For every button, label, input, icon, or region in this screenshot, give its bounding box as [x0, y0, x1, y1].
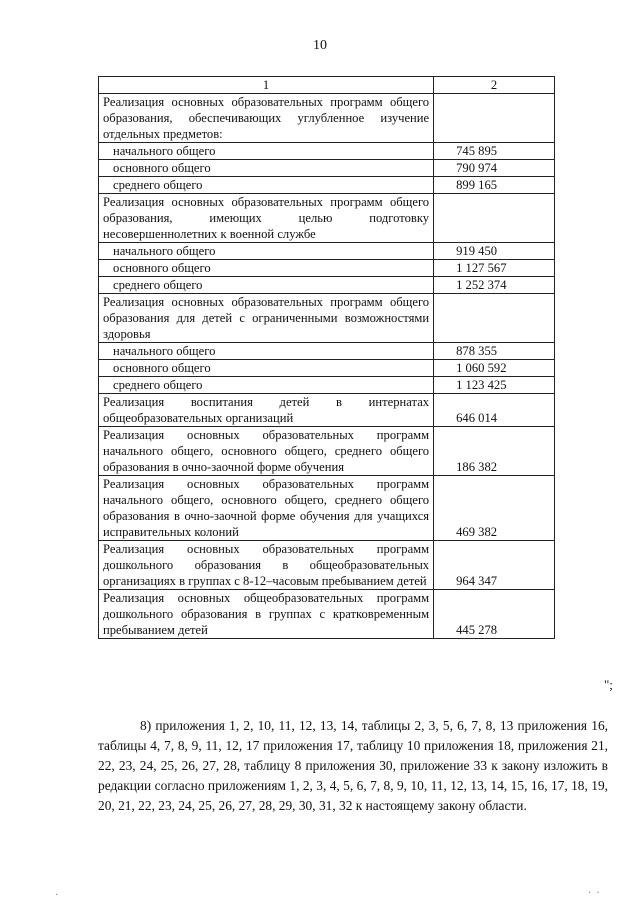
table-row	[99, 160, 555, 177]
row-value: 919 450	[434, 243, 555, 260]
row-value: 1 252 374	[434, 277, 555, 294]
table-row	[99, 541, 555, 590]
table-header-row	[99, 77, 555, 94]
row-value: 445 278	[434, 590, 555, 639]
table-row	[99, 427, 555, 476]
row-value	[434, 294, 555, 343]
table-row	[99, 476, 555, 541]
row-value: 469 382	[434, 476, 555, 541]
row-value: 1 123 425	[434, 377, 555, 394]
table-row	[99, 360, 555, 377]
table-row	[99, 194, 555, 243]
table-row	[99, 177, 555, 194]
row-sublabel: основного общего	[99, 260, 434, 277]
table-row	[99, 377, 555, 394]
row-label: Реализация основных образовательных программ начального общего, основного общего, среднего общего образования в очно-заочной форме обучения для учащихся исправительных колоний	[99, 476, 434, 541]
column-header-1: 1	[99, 77, 434, 94]
closing-quote: ";	[604, 677, 613, 692]
row-value: 878 355	[434, 343, 555, 360]
row-label: Реализация основных общеобразовательных программ дошкольного образования в группах с кратковременным пребыванием детей	[99, 590, 434, 639]
table-row	[99, 143, 555, 160]
table-row	[99, 590, 555, 639]
row-sublabel: среднего общего	[99, 177, 434, 194]
budget-table	[98, 76, 555, 639]
row-sublabel: начального общего	[99, 143, 434, 160]
scan-mark: · ·	[588, 888, 600, 899]
table-row	[99, 260, 555, 277]
row-sublabel: начального общего	[99, 343, 434, 360]
page-number: 10	[313, 38, 327, 53]
row-label: Реализация воспитания детей в интернатах общеобразовательных организаций	[99, 394, 434, 427]
table-row	[99, 343, 555, 360]
row-value: 646 014	[434, 394, 555, 427]
row-label: Реализация основных образовательных программ начального общего, основного общего, среднего общего образования в очно-заочной форме обучения	[99, 427, 434, 476]
row-sublabel: основного общего	[99, 160, 434, 177]
row-label: Реализация основных образовательных программ общего образования, обеспечивающих углубленное изучение отдельных предметов:	[99, 94, 434, 143]
amendment-text: 8) приложения 1, 2, 10, 11, 12, 13, 14, таблицы 2, 3, 5, 6, 7, 8, 13 приложения 16, таблицы 4, 7, 8, 9, 11, 12, 17 приложения 17, таблицу 10 приложения 18, приложения 21, 22, 23, 24, 25, 26, 27, 28, таблицу 8 приложения 30, приложение 33 к закону изложить в редакции согласно приложениям 1, 2, 3, 4, 5, 6, 7, 8, 9, 10, 11, 12, 13, 14, 15, 16, 17, 18, 19, 20, 21, 22, 23, 24, 25, 26, 27, 28, 29, 30, 31, 32 к настоящему закону области.	[98, 718, 608, 813]
row-label: Реализация основных образовательных программ общего образования, имеющих целью подготовку несовершеннолетних к военной службе	[99, 194, 434, 243]
amendment-paragraph	[98, 716, 608, 816]
row-value	[434, 194, 555, 243]
table-row	[99, 94, 555, 143]
row-value: 186 382	[434, 427, 555, 476]
row-value: 1 127 567	[434, 260, 555, 277]
row-value: 899 165	[434, 177, 555, 194]
row-sublabel: основного общего	[99, 360, 434, 377]
column-header-2: 2	[434, 77, 555, 94]
row-value: 1 060 592	[434, 360, 555, 377]
row-value: 745 895	[434, 143, 555, 160]
row-sublabel: среднего общего	[99, 277, 434, 294]
row-value: 964 347	[434, 541, 555, 590]
scan-mark: ·	[55, 890, 59, 901]
table-row	[99, 294, 555, 343]
row-label: Реализация основных образовательных программ дошкольного образования в общеобразовательных организациях в группах с 8-12–часовым пребыванием детей	[99, 541, 434, 590]
row-sublabel: начального общего	[99, 243, 434, 260]
table-row	[99, 243, 555, 260]
row-sublabel: среднего общего	[99, 377, 434, 394]
table-row	[99, 394, 555, 427]
table-row	[99, 277, 555, 294]
row-value: 790 974	[434, 160, 555, 177]
row-label: Реализация основных образовательных программ общего образования для детей с ограниченными возможностями здоровья	[99, 294, 434, 343]
row-value	[434, 94, 555, 143]
